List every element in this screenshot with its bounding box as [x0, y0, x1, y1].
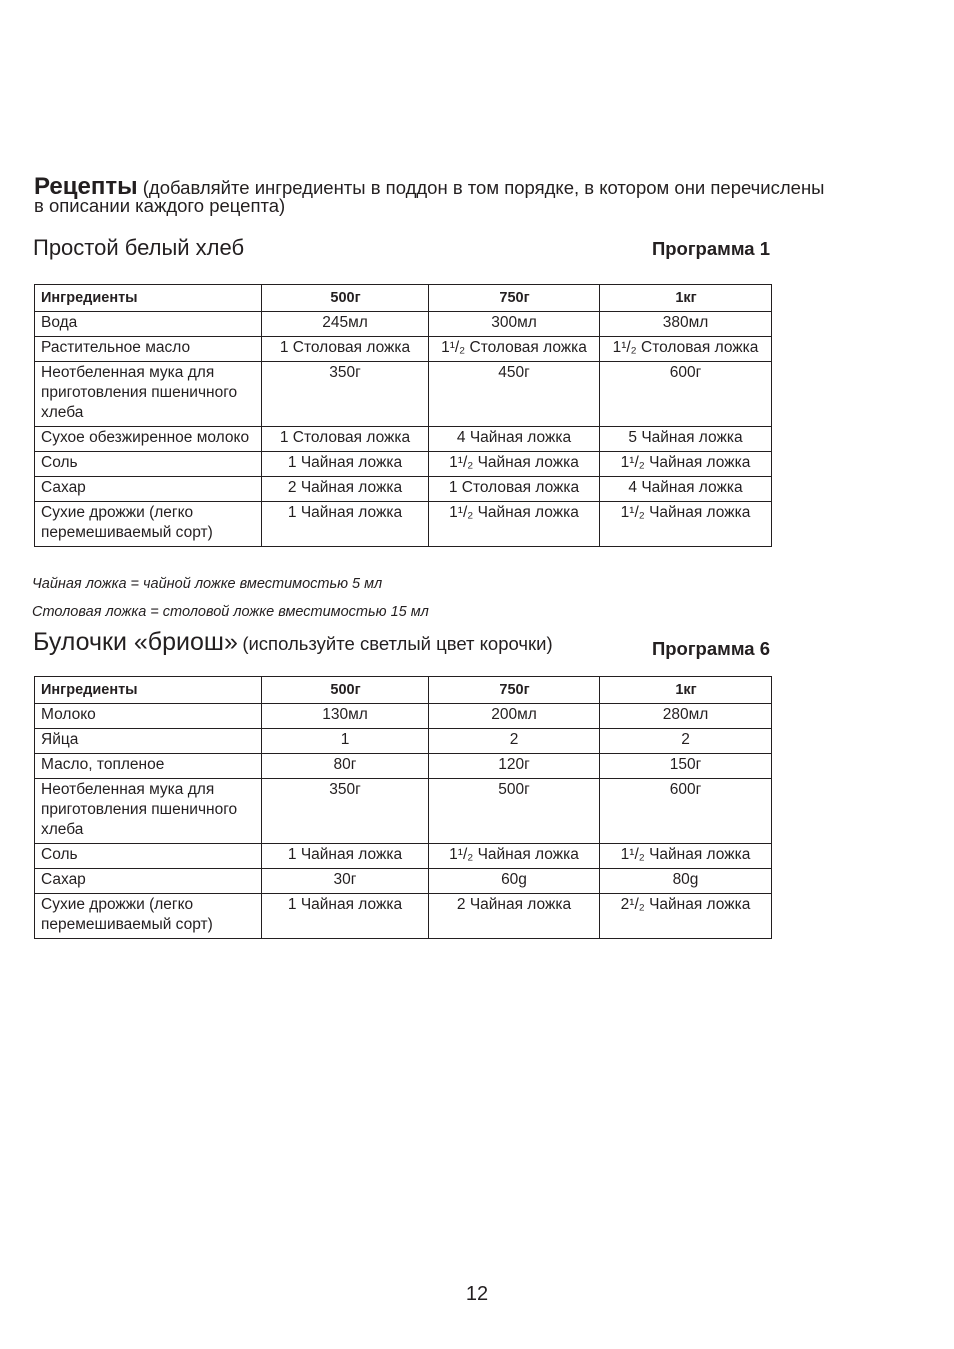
amount-cell: 1 Чайная ложка — [262, 502, 429, 547]
header-cell: 500г — [262, 677, 429, 704]
table-row — [35, 502, 772, 547]
amount-cell: 1¹/₂ Чайная ложка — [600, 452, 772, 477]
amount-cell: 2 — [600, 729, 772, 754]
amount-cell: 150г — [600, 754, 772, 779]
amount-cell: 245мл — [262, 312, 429, 337]
table-row — [35, 362, 772, 427]
amount-cell: 5 Чайная ложка — [600, 427, 772, 452]
table-row — [35, 844, 772, 869]
page-number: 12 — [465, 1283, 489, 1305]
amount-cell: 1¹/₂ Столовая ложка — [600, 337, 772, 362]
ingredient-cell: Сухое обезжиренное молоко — [35, 427, 262, 452]
table-row — [35, 704, 772, 729]
recipe2-title: Булочки «бриош» — [33, 628, 238, 656]
intro — [34, 173, 934, 216]
recipe2-subtitle: (используйте светлый цвет корочки) — [242, 633, 553, 654]
amount-cell: 1 Столовая ложка — [262, 337, 429, 362]
ingredient-cell: Неотбеленная мука для приготовления пшеничного хлеба — [35, 362, 262, 427]
recipes-heading: Рецепты — [34, 173, 138, 200]
header-cell: Ингредиенты — [35, 285, 262, 312]
intro-text-line1: (добавляйте ингредиенты в поддон в том порядке, в котором они перечислены — [142, 177, 825, 198]
ingredient-cell: Молоко — [35, 704, 262, 729]
intro-text-line2: в описании каждого рецепта) — [34, 195, 286, 216]
table-row — [35, 452, 772, 477]
amount-cell: 2 Чайная ложка — [262, 477, 429, 502]
amount-cell: 1¹/₂ Чайная ложка — [600, 844, 772, 869]
amount-cell: 350г — [262, 779, 429, 844]
amount-cell: 280мл — [600, 704, 772, 729]
amount-cell: 600г — [600, 362, 772, 427]
amount-cell: 4 Чайная ложка — [429, 427, 600, 452]
amount-cell: 1 Столовая ложка — [262, 427, 429, 452]
amount-cell: 130мл — [262, 704, 429, 729]
amount-cell: 1¹/₂ Чайная ложка — [429, 452, 600, 477]
amount-cell: 1¹/₂ Столовая ложка — [429, 337, 600, 362]
amount-cell: 600г — [600, 779, 772, 844]
table-row — [35, 754, 772, 779]
ingredient-cell: Соль — [35, 844, 262, 869]
ingredient-cell: Сухие дрожжи (легко перемешиваемый сорт) — [35, 502, 262, 547]
amount-cell: 80г — [262, 754, 429, 779]
amount-cell: 1¹/₂ Чайная ложка — [429, 844, 600, 869]
header-cell: 1кг — [600, 285, 772, 312]
header-cell: 1кг — [600, 677, 772, 704]
table-row — [35, 869, 772, 894]
ingredient-cell: Сахар — [35, 869, 262, 894]
amount-cell: 60g — [429, 869, 600, 894]
ingredient-cell: Соль — [35, 452, 262, 477]
ingredient-cell: Вода — [35, 312, 262, 337]
table-header-row — [35, 285, 772, 312]
amount-cell: 4 Чайная ложка — [600, 477, 772, 502]
recipe2-table — [34, 676, 772, 939]
header-cell: Ингредиенты — [35, 677, 262, 704]
amount-cell: 1 Столовая ложка — [429, 477, 600, 502]
header-cell: 500г — [262, 285, 429, 312]
header-cell: 750г — [429, 285, 600, 312]
amount-cell: 2 Чайная ложка — [429, 894, 600, 939]
amount-cell: 300мл — [429, 312, 600, 337]
amount-cell: 350г — [262, 362, 429, 427]
amount-cell: 380мл — [600, 312, 772, 337]
amount-cell: 2 — [429, 729, 600, 754]
ingredient-cell: Сухие дрожжи (легко перемешиваемый сорт) — [35, 894, 262, 939]
ingredient-cell: Растительное масло — [35, 337, 262, 362]
amount-cell: 200мл — [429, 704, 600, 729]
amount-cell: 2¹/₂ Чайная ложка — [600, 894, 772, 939]
amount-cell: 1 Чайная ложка — [262, 844, 429, 869]
table-row — [35, 312, 772, 337]
amount-cell: 1¹/₂ Чайная ложка — [429, 502, 600, 547]
ingredient-cell: Масло, топленое — [35, 754, 262, 779]
table-row — [35, 427, 772, 452]
note-teaspoon: Чайная ложка = чайной ложке вместимостью 5 мл — [32, 576, 383, 592]
recipe2-program: Программа 6 — [651, 638, 770, 659]
table-row — [35, 779, 772, 844]
header-cell: 750г — [429, 677, 600, 704]
amount-cell: 1¹/₂ Чайная ложка — [600, 502, 772, 547]
amount-cell: 80g — [600, 869, 772, 894]
recipe1-title: Простой белый хлеб — [33, 235, 245, 260]
recipe2-heading — [33, 628, 553, 657]
recipe1-table — [34, 284, 772, 547]
amount-cell: 30г — [262, 869, 429, 894]
ingredient-cell: Сахар — [35, 477, 262, 502]
table-header-row — [35, 677, 772, 704]
amount-cell: 450г — [429, 362, 600, 427]
amount-cell: 1 Чайная ложка — [262, 452, 429, 477]
table-row — [35, 337, 772, 362]
table-row — [35, 477, 772, 502]
table-row — [35, 894, 772, 939]
amount-cell: 120г — [429, 754, 600, 779]
recipe1-program: Программа 1 — [651, 238, 770, 259]
amount-cell: 500г — [429, 779, 600, 844]
ingredient-cell: Яйца — [35, 729, 262, 754]
table-row — [35, 729, 772, 754]
amount-cell: 1 — [262, 729, 429, 754]
ingredient-cell: Неотбеленная мука для приготовления пшеничного хлеба — [35, 779, 262, 844]
amount-cell: 1 Чайная ложка — [262, 894, 429, 939]
note-tablespoon: Столовая ложка = столовой ложке вместимостью 15 мл — [32, 604, 429, 620]
